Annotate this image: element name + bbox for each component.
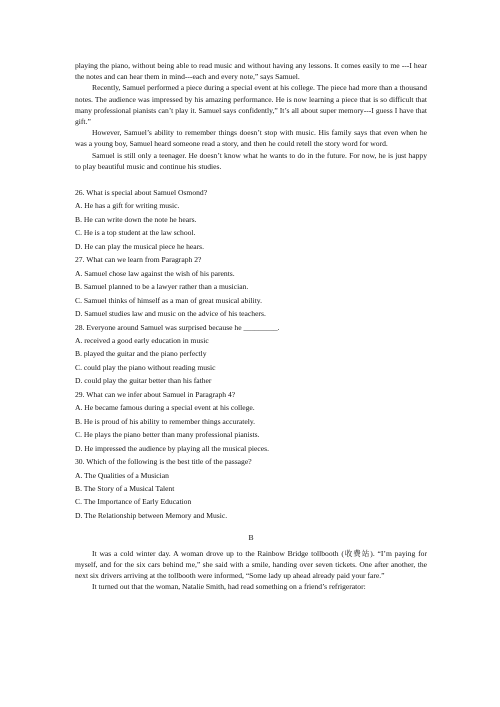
question-stem: 27. What can we learn from Paragraph 2? (75, 255, 202, 265)
question-option: D. could play the guitar better than his father (75, 376, 212, 386)
question-option: D. Samuel studies law and music on the advice of his teachers. (75, 309, 266, 319)
question-26 (75, 186, 427, 253)
question-option: C. He plays the piano better than many professional pianists. (75, 430, 260, 440)
question-option: A. He has a gift for writing music. (75, 201, 180, 211)
section-b-title: B (248, 533, 254, 543)
question-stem: 30. Which of the following is the best title of the passage? (75, 457, 252, 467)
question-option: B. He can write down the note he hears. (75, 214, 197, 224)
question-option: C. Samuel thinks of himself as a man of great musical ability. (75, 295, 262, 305)
passage-b (75, 548, 427, 593)
question-option: A. received a good early education in music (75, 336, 209, 346)
passage-a-paragraph-1: playing the piano, without being able to read music and without having any lessons. It comes easily to me ---I hear the notes and can hear them in mind---each and every note,” says Samuel. (75, 61, 427, 82)
question-28 (75, 321, 427, 388)
question-option: A. Samuel chose law against the wish of his parents. (75, 268, 235, 278)
question-option: A. He became famous during a special event at his college. (75, 403, 255, 413)
section-spacer (75, 172, 427, 183)
question-option: A. The Qualities of a Musician (75, 470, 169, 480)
question-stem: 28. Everyone around Samuel was surprised because he _________. (75, 322, 280, 332)
passage-a-paragraph-3: However, Samuel’s ability to remember things doesn’t stop with music. His family says that even when he was a young boy, Samuel heard someone read a story, and then he could retell the story word for word. (75, 128, 427, 149)
passage-b-paragraph-1: It was a cold winter day. A woman drove up to the Rainbow Bridge tollbooth (收费站). “I’m paying for myself, and for the six cars behind me,” she said with a smile, handing over seven tickets. One after another, the next six drivers arriving at the tollbooth were informed, “Some lady up ahead already paid your fare.” (75, 548, 427, 580)
passage-b-paragraph-2: It turned out that the woman, Natalie Smith, had read something on a friend’s refrigerator: (92, 582, 366, 592)
document-page (75, 60, 427, 592)
question-option: C. He is a top student at the law school. (75, 228, 196, 238)
question-option: B. He is proud of his ability to remember things accurately. (75, 416, 256, 426)
question-29 (75, 388, 427, 455)
question-option: B. The Story of a Musical Talent (75, 484, 175, 493)
question-option: D. He can play the musical piece he hears. (75, 241, 205, 251)
question-option: C. The Importance of Early Education (75, 497, 192, 507)
question-list (75, 186, 427, 522)
question-option: D. He impressed the audience by playing all the musical pieces. (75, 443, 270, 453)
question-option: B. played the guitar and the piano perfectly (75, 349, 207, 359)
question-30 (75, 455, 427, 522)
question-option: B. Samuel planned to be a lawyer rather than a musician. (75, 282, 249, 292)
passage-a-paragraph-4: Samuel is still only a teenager. He doesn’t know what he wants to do in the future. For now, he is just happy to play beautiful music and continue his studies. (75, 150, 427, 171)
question-stem: 26. What is special about Samuel Osmond? (75, 188, 208, 198)
question-27 (75, 253, 427, 320)
passage-a (75, 60, 427, 172)
question-stem: 29. What can we infer about Samuel in Paragraph 4? (75, 389, 236, 399)
passage-a-paragraph-2: Recently, Samuel performed a piece during a special event at his college. The piece had more than a thousand notes. The audience was impressed by his amazing performance. He is now learning a piece that is so difficult that many professional pianists can’t play it. Samuel says confidently,” It’s all about super memory---I guess I have that gift.” (75, 83, 427, 127)
question-option: D. The Relationship between Memory and Music. (75, 510, 228, 520)
question-option: C. could play the piano without reading music (75, 362, 216, 372)
